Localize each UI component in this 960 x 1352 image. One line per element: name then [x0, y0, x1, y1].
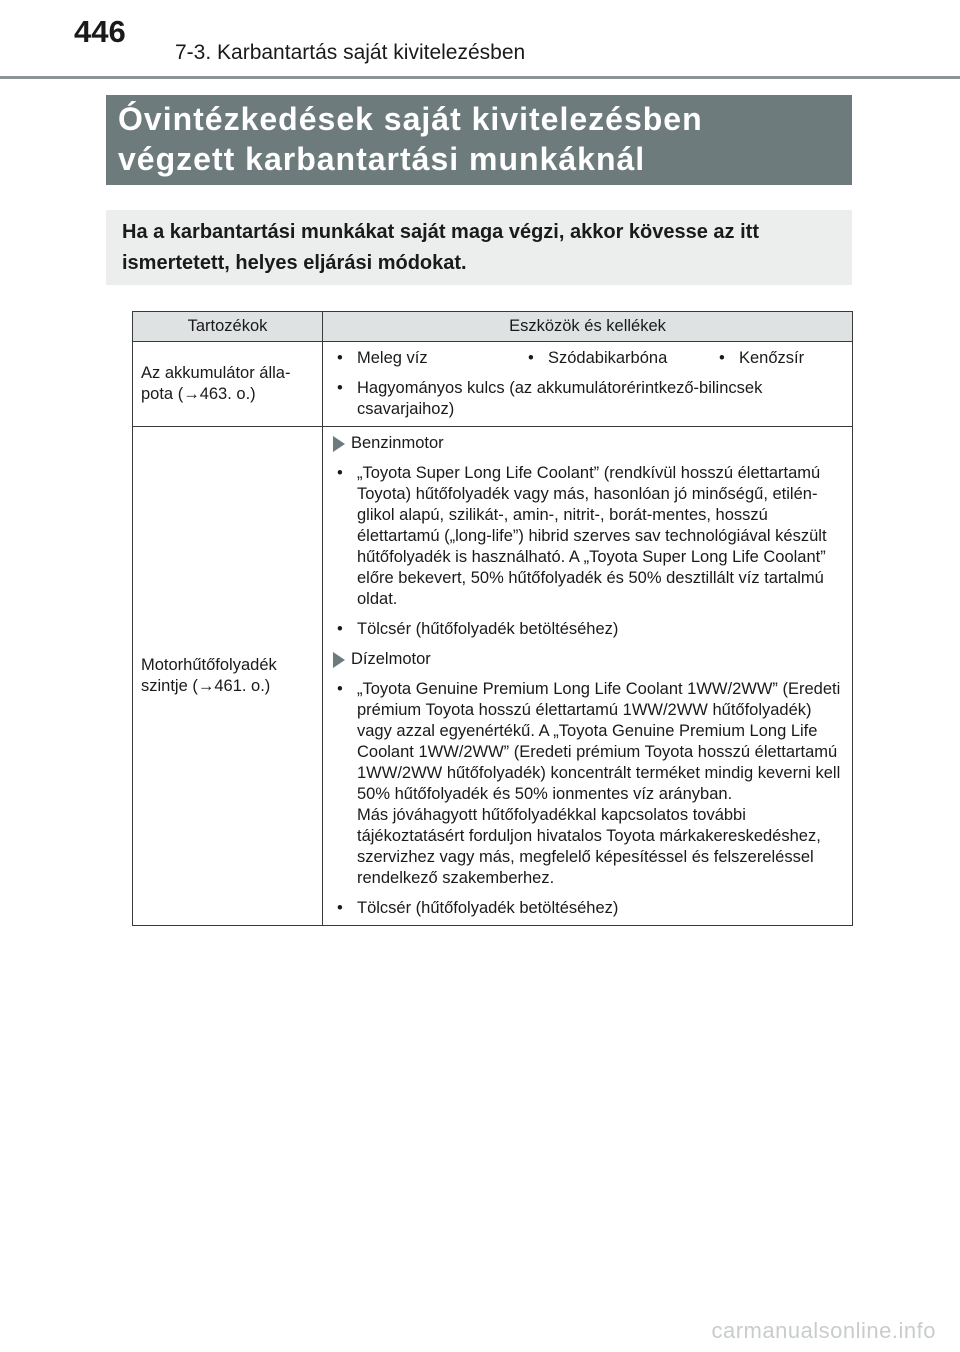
page-title [106, 95, 852, 185]
list-item: • Hagyományos kulcs (az akkumulátorérintkező-bilincsek csavarjaihoz) [331, 378, 846, 420]
list-item: • Szódabikarbóna [522, 348, 713, 369]
diesel-coolant-note: Más jóváhagyott hűtőfolyadékkal kapcsolatos további tájékoztatásért forduljon hivatalos Toyota márkakereskedéshez, szervizhez vagy más, megfelelő képesítéssel és felszereléssel rendelkező szakemberhez. [357, 806, 821, 887]
row-battery-tools [323, 342, 853, 427]
list-item: • Kenőzsír [713, 348, 804, 369]
list-item: • Tölcsér (hűtőfolyadék betöltéséhez) [331, 619, 846, 640]
intro-text: Ha a karbantartási munkákat saját maga végzi, akkor kövesse az itt ismertetett, helyes eljárási módokat. [122, 221, 759, 274]
list-item: • Meleg víz [331, 348, 522, 369]
column-header-accessories: Tartozékok [133, 312, 323, 342]
diesel-coolant-text: • „Toyota Genuine Premium Long Life Coolant 1WW/2WW” (Eredeti prémium Toyota hosszú élettartamú 1WW/2WW hűtőfolyadék) vagy azzal egyenértékű. A „Toyota Genuine Premium Long Life Coolant 1WW/2WW” (Eredeti prémium Toyota hosszú élettartamú 1WW/2WW hűtőfolyadék) koncentrált terméket mindig keverni kell 50% hűtőfolyadék és 50% ionmentes víz arányban. [357, 680, 841, 803]
row-battery-item: Az akkumulátor álla-pota (→463. o.) [133, 342, 323, 427]
inline-bullet-row [331, 348, 846, 369]
row-coolant-item: Motorhűtőfolyadék szintje (→461. o.) [133, 427, 323, 926]
page-title-line-1: Óvintézkedések saját kivitelezésben [118, 101, 703, 137]
diesel-engine-label: Dízelmotor [331, 649, 846, 670]
table-header-row [133, 312, 853, 342]
section-header: 7-3. Karbantartás saját kivitelezésben [175, 41, 526, 64]
page-number: 446 [74, 14, 126, 49]
page-title-line-2: végzett karbantartási munkáknál [118, 141, 646, 177]
row-coolant-tools [323, 427, 853, 926]
column-header-tools: Eszközök és kellékek [323, 312, 853, 342]
gasoline-engine-label: Benzinmotor [331, 433, 846, 454]
watermark: carmanualsonline.info [711, 1318, 936, 1343]
tools-table [132, 311, 853, 926]
table-row-battery [133, 342, 853, 427]
header-rule [0, 76, 960, 79]
list-item [331, 679, 846, 889]
list-item: • Tölcsér (hűtőfolyadék betöltéséhez) [331, 898, 846, 919]
intro-box [106, 210, 852, 285]
table-row-coolant [133, 427, 853, 926]
list-item: • „Toyota Super Long Life Coolant” (rendkívül hosszú élettartamú Toyota) hűtőfolyadék vagy más, hasonlóan jó minőségű, etilén-glikol alapú, szilikát-, amin-, nitrit-, borát-mentes, hosszú élettartamú („long-life”) hibrid szerves sav technológiával készült hűtőfolyadék is használható. A „Toyota Super Long Life Coolant” előre bekevert, 50% hűtőfolyadék és 50% desztillált víz tartalmú oldat. [331, 463, 846, 610]
